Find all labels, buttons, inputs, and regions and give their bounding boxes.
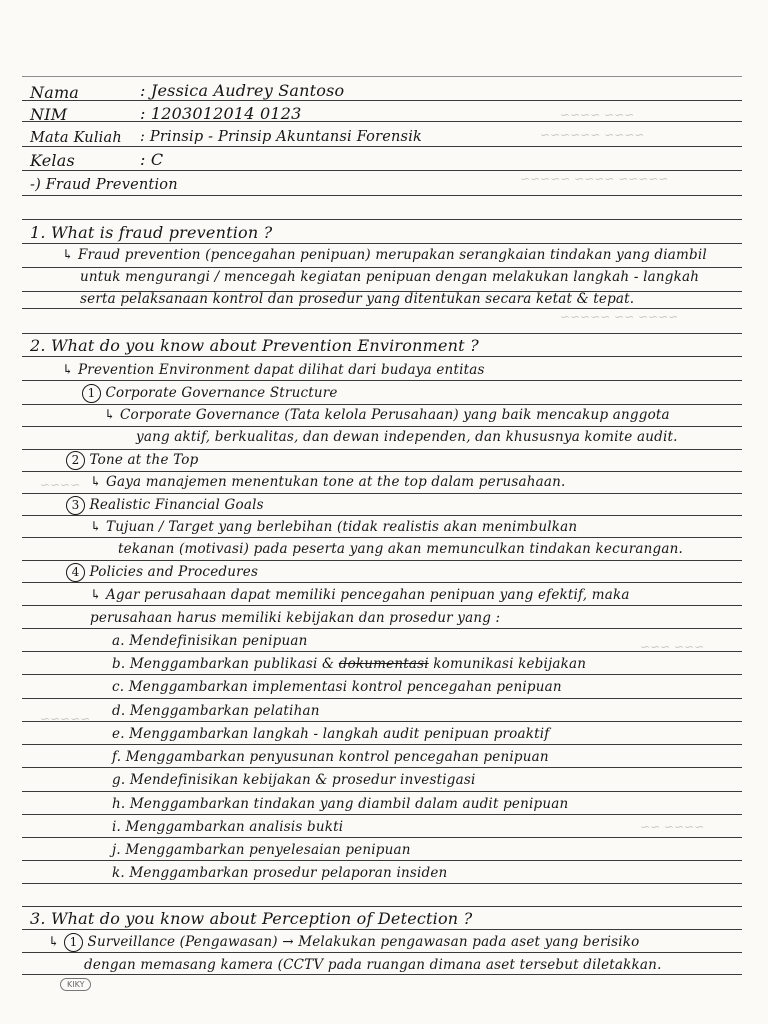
ruled-line (22, 308, 742, 309)
policy-item-b (112, 655, 586, 673)
ruled-line (22, 767, 742, 768)
ruled-line (22, 219, 742, 220)
point-2-title-text: Tone at the Top (89, 452, 199, 468)
bleed-through-mark: ~~~~ ~~~~~~ (540, 128, 645, 142)
point-1-line-1: ↳ Corporate Governance (Tata kelola Perusahaan) yang baik mencakup anggota (104, 407, 670, 423)
ruled-line (22, 146, 742, 147)
policy-item-b-tail: komunikasi kebijakan (433, 656, 587, 672)
ruled-line (22, 582, 742, 583)
policy-item-c: c. Menggambarkan implementasi kontrol pencegahan penipuan (112, 679, 562, 695)
point-4-line-2: perusahaan harus memiliki kebijakan dan prosedur yang : (90, 610, 501, 626)
mata-kuliah-value: : Prinsip - Prinsip Akuntansi Forensik (140, 129, 423, 145)
mata-kuliah-label: Mata Kuliah (30, 130, 122, 146)
ruled-line (22, 929, 742, 930)
ruled-line (22, 952, 742, 953)
point-2-number: 2 (66, 451, 85, 470)
topic-heading: -) Fraud Prevention (30, 177, 178, 193)
ruled-line (22, 651, 742, 652)
point-2-line-1: ↳ Gaya manajemen menentukan tone at the top dalam perusahaan. (90, 474, 566, 490)
ruled-line (22, 744, 742, 745)
policy-item-i: i. Menggambarkan analisis bukti (112, 819, 344, 835)
question-2: 2. What do you know about Prevention Environment ? (30, 336, 479, 355)
answer-3-line-2: dengan memasang kamera (CCTV pada ruangan dimana aset tersebut diletakkan. (84, 957, 662, 973)
nama-value: : Jessica Audrey Santoso (140, 81, 345, 100)
ruled-line (22, 356, 742, 357)
point-3-line-2: tekanan (motivasi) pada peserta yang akan memunculkan tindakan kecurangan. (118, 541, 684, 557)
policy-item-g: g. Mendefinisikan kebijakan & prosedur investigasi (112, 772, 476, 788)
point-4-title-text: Policies and Procedures (89, 564, 259, 580)
point-1-title (82, 384, 338, 403)
ruled-line (22, 860, 742, 861)
kelas-value: : C (140, 150, 164, 169)
point-2-title (66, 451, 198, 470)
ruled-line (22, 493, 742, 494)
bleed-through-mark: ~~~ ~~~~ (560, 108, 635, 122)
ruled-line (22, 333, 742, 334)
policy-item-a: a. Mendefinisikan penipuan (112, 633, 308, 649)
bleed-through-mark: ~~~~ ~~ ~~~~~ (560, 310, 679, 324)
bleed-through-mark: ~~~~ (40, 478, 81, 492)
bleed-through-mark: ~~~ ~~~ (640, 640, 705, 654)
point-4-line-1: ↳ Agar perusahaan dapat memiliki pencegahan penipuan yang efektif, maka (90, 587, 630, 603)
ruled-line (22, 560, 742, 561)
ruled-line (22, 721, 742, 722)
question-1: 1. What is fraud prevention ? (30, 223, 273, 242)
ruled-line (22, 170, 742, 171)
policy-item-j: j. Menggambarkan penyelesaian penipuan (112, 842, 411, 858)
kelas-label: Kelas (30, 151, 75, 170)
notebook-brand-logo: KIKY (60, 978, 91, 991)
ruled-line (22, 674, 742, 675)
answer-3-number: 1 (64, 933, 83, 952)
policy-item-k: k. Menggambarkan prosedur pelaporan insiden (112, 865, 448, 881)
policy-item-f: f. Menggambarkan penyusunan kontrol pencegahan penipuan (112, 749, 549, 765)
question-3: 3. What do you know about Perception of Detection ? (30, 909, 473, 928)
nim-label: NIM (30, 105, 68, 124)
ruled-line (22, 883, 742, 884)
policy-item-h: h. Menggambarkan tindakan yang diambil dalam audit penipuan (112, 796, 569, 812)
ruled-line (22, 426, 742, 427)
point-3-title-text: Realistic Financial Goals (89, 497, 264, 513)
ruled-line (22, 837, 742, 838)
answer-3-arrow: ↳ (48, 934, 60, 950)
ruled-line (22, 974, 742, 975)
bleed-through-mark: ~~~~~ (40, 712, 91, 726)
ruled-line (22, 449, 742, 450)
policy-item-d: d. Menggambarkan pelatihan (112, 703, 320, 719)
point-4-number: 4 (66, 563, 85, 582)
ruled-line (22, 243, 742, 244)
ruled-line (22, 537, 742, 538)
answer-1-line-2: untuk mengurangi / mencegah kegiatan penipuan dengan melakukan langkah - langkah (80, 269, 700, 285)
policy-item-b-text: b. Menggambarkan publikasi & (112, 656, 335, 672)
bleed-through-mark: ~~~~~ ~~~~ ~~~~~ (520, 172, 669, 186)
answer-1-line-1: ↳ Fraud prevention (pencegahan penipuan) merupakan serangkaian tindakan yang diambil (62, 247, 707, 263)
ruled-line (22, 906, 742, 907)
ruled-line (22, 404, 742, 405)
ruled-line (22, 195, 742, 196)
ruled-line (22, 515, 742, 516)
ruled-line (22, 76, 742, 77)
point-3-number: 3 (66, 496, 85, 515)
point-1-number: 1 (82, 384, 101, 403)
point-4-title (66, 563, 258, 582)
nim-value: : 1203012014 0123 (140, 104, 302, 123)
answer-1-line-3: serta pelaksanaan kontrol dan prosedur yang ditentukan secara ketat & tepat. (80, 291, 635, 307)
ruled-line (22, 698, 742, 699)
point-1-title-text: Corporate Governance Structure (105, 385, 338, 401)
ruled-line (22, 605, 742, 606)
policy-item-e: e. Menggambarkan langkah - langkah audit penipuan proaktif (112, 726, 550, 742)
bleed-through-mark: ~~~~ ~~ (640, 820, 705, 834)
ruled-line (22, 380, 742, 381)
point-3-title (66, 496, 264, 515)
policy-item-b-struck-word: dokumentasi (338, 656, 429, 672)
ruled-line (22, 471, 742, 472)
answer-3-line-1-text: Surveillance (Pengawasan) → Melakukan pengawasan pada aset yang berisiko (87, 934, 640, 950)
answer-3-line-1 (48, 933, 639, 952)
point-3-line-1: ↳ Tujuan / Target yang berlebihan (tidak realistis akan menimbulkan (90, 519, 578, 535)
nama-label: Nama (30, 83, 80, 102)
point-1-line-2: yang aktif, berkualitas, dan dewan independen, dan khususnya komite audit. (136, 429, 678, 445)
ruled-line (22, 814, 742, 815)
ruled-line (22, 628, 742, 629)
prevention-environment-intro: ↳ Prevention Environment dapat dilihat dari budaya entitas (62, 362, 485, 378)
ruled-line (22, 791, 742, 792)
ruled-line (22, 100, 742, 101)
